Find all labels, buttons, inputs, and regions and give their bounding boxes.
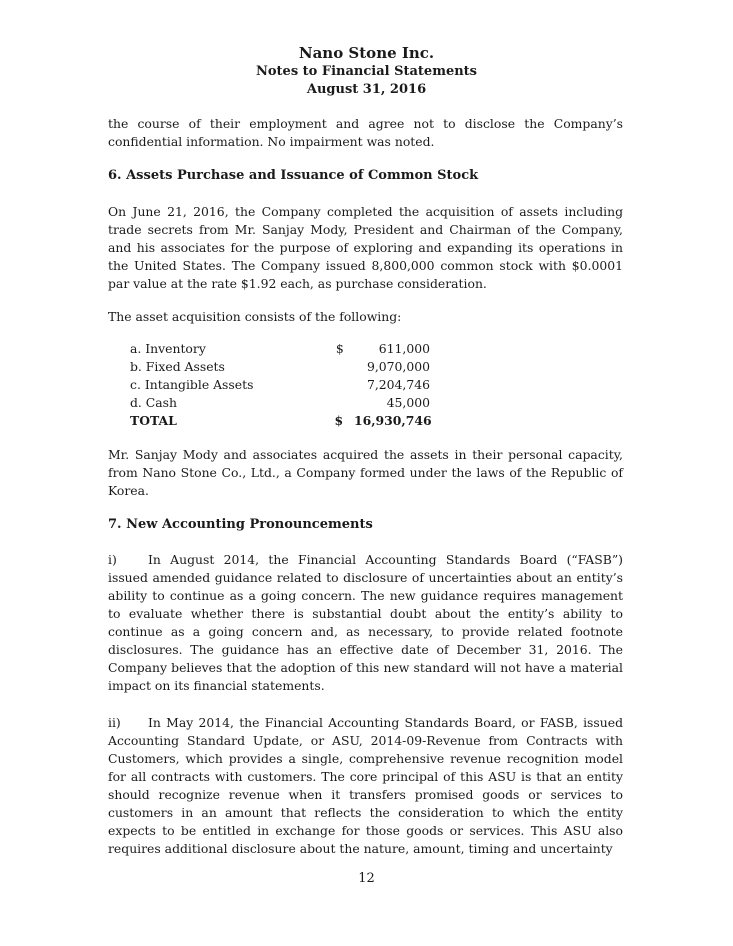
page-header <box>0 43 733 99</box>
section-7-heading: 7. New Accounting Pronouncements <box>108 517 373 532</box>
asset-acquisition-table <box>130 340 430 430</box>
pronouncement-item-i <box>108 551 623 695</box>
statement-date: August 31, 2016 <box>306 82 427 97</box>
continuation-paragraph: the course of their employment and agree not to disclose the Company’s confidential information. No impairment was noted. <box>108 116 623 149</box>
table-row: b. Fixed Assets 9,070,000 <box>130 359 430 374</box>
section-6-paragraph: On June 21, 2016, the Company completed the acquisition of assets including trade secrets from Mr. Sanjay Mody, President and Chairman of the Company, and his associates for the purpose of exploring and expanding its operations in the United States. The Company issued 8,800,000 common stock with $0.0001 par value at the rate $1.92 each, as purchase consideration. <box>108 204 623 291</box>
table-row: d. Cash 45,000 <box>130 395 430 410</box>
section-6-heading: 6. Assets Purchase and Issuance of Common Stock <box>108 168 479 183</box>
section-6-closing-paragraph: Mr. Sanjay Mody and associates acquired the assets in their personal capacity, from Nano Stone Co., Ltd., a Company formed under the laws of the Republic of Korea. <box>108 447 623 498</box>
asset-table-intro: The asset acquisition consists of the following: <box>108 309 402 324</box>
table-row: c. Intangible Assets 7,204,746 <box>130 377 430 392</box>
table-row: a. Inventory $ 611,000 <box>130 341 430 356</box>
table-total-row: TOTAL $ 16,930,746 <box>130 413 432 428</box>
pronouncement-item-ii <box>108 714 623 858</box>
item-number: i) <box>108 552 117 567</box>
item-number: ii) <box>108 715 121 730</box>
document-title: Notes to Financial Statements <box>255 64 477 79</box>
item-text: In August 2014, the Financial Accounting Standards Board (“FASB”) issued amended guidance related to disclosure of uncertainties about an entity’s ability to continue as a going concern. The new guidance requires management to evaluate whether there is substantial doubt about the entity’s ability to continue as a going concern and, as necessary, to provide related footnote disclosures. The guidance has an effective date of December 31, 2016. The Company believes that the adoption of this new standard will not have a material impact on its financial statements. <box>108 552 623 693</box>
page-number: 12 <box>358 871 375 886</box>
item-text: In May 2014, the Financial Accounting Standards Board, or FASB, issued Accounting Standard Update, or ASU, 2014-09-Revenue from Contracts with Customers, which provides a single, comprehensive revenue recognition model for all contracts with customers. The core principal of this ASU is that an entity should recognize revenue when it transfers promised goods or services to customers in an amount that reflects the consideration to which the entity expects to be entitled in exchange for those goods or services. This ASU also requires additional disclosure about the nature, amount, timing and uncertainty <box>108 715 623 856</box>
company-name: Nano Stone Inc. <box>298 44 435 62</box>
